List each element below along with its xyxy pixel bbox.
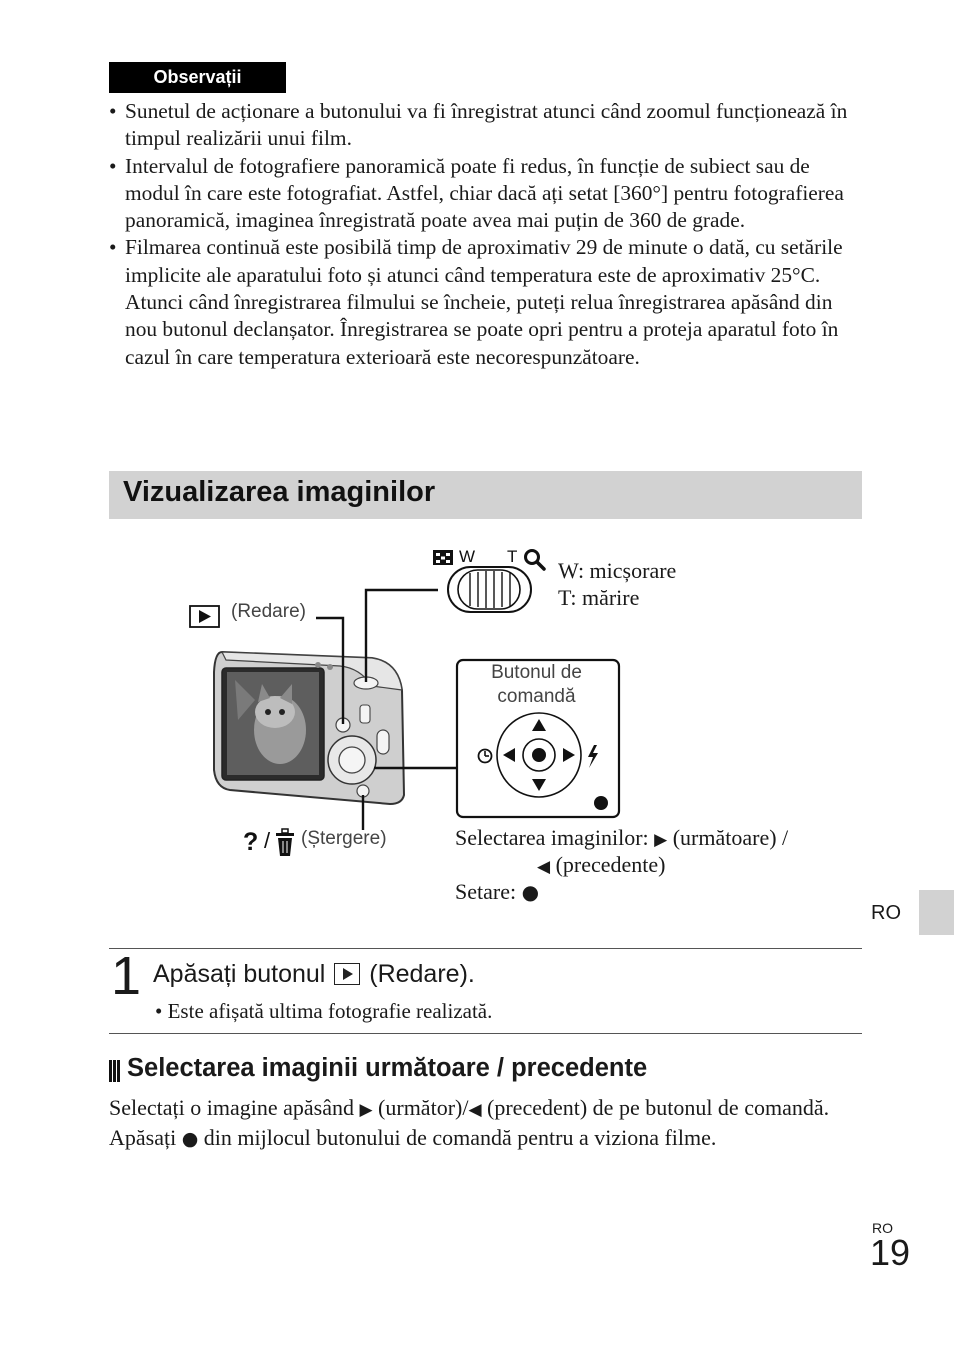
zoom-w-description: W: micșorare [558,558,677,583]
index-grid-icon [433,550,453,565]
help-icon: ? [243,828,259,856]
next-arrow-icon: ▶ [359,1100,373,1120]
divider [109,948,862,949]
zoom-lever [448,567,531,612]
center-button-icon: ● [521,880,540,904]
select-images-caption: Selectarea imaginilor: ▶ (următoare) / [455,825,789,850]
setare-caption: Setare: ● [455,879,540,904]
divider [109,1033,862,1034]
section-title: Vizualizarea imaginilor [123,476,436,508]
note-item: • Filmarea continuă este posibilă timp de aproximativ 29 de minute o dată, cu setările implicite ale aparatului foto și atunci când temperatura este de aproximativ 25°C. Atunci când înregistrarea filmului se încheie, puteți relua înregistrarea apăsând din nou butonul declanșator. Înregistrarea se poate opri pentru a proteja aparatul foto în cazul în care temperatura exterioară este necorespunzătoare. [109,235,843,369]
camera-illustration [214,652,404,804]
note-item: • Intervalul de fotografiere panoramică poate fi redus, în funcție de subiect sau de modul în care este fotografiat. Astfel, chiar dacă ați setat [360°] pentru fotografierea panoramică, imaginea înregistrată poate avea mai puțin de 360 de grade. [109,153,844,233]
footer-language: RO [872,1220,893,1236]
control-button-label: Butonul de comandă [491,662,582,707]
playback-icon [334,963,360,985]
notes-heading: Observații [109,62,286,93]
zoom-w-label: W [459,547,476,566]
delete-label: (Ștergere) [301,828,387,849]
zoom-magnifier-icon [526,551,545,570]
slash-separator: / [264,828,271,853]
trash-icon [276,829,294,856]
playback-icon [190,606,219,627]
subsection-body: Selectați o imagine apăsând ▶ (următor)/◀ (precedent) de pe butonul de comandă. Apăsați ● din mijlocul butonului de comandă pentru a viziona filme. [109,1095,830,1150]
step-number: 1 [111,946,142,1006]
page-number: 19 [870,1232,911,1273]
note-item: • Sunetul de acționare a butonului va fi înregistrat atunci când zoomul funcționează în timpul realizării unui film. [109,99,848,151]
select-previous-caption: ◀ (precedente) [537,852,666,877]
zoom-t-description: T: mărire [558,585,640,610]
step-note: • Este afișată ultima fotografie realizată. [155,999,493,1023]
language-side-label: RO [871,902,901,924]
subsection-marker-icon [109,1060,121,1082]
subsection-title: Selectarea imaginii următoare / precedente [127,1054,648,1082]
playback-label: (Redare) [231,601,306,622]
previous-arrow-icon: ◀ [468,1100,482,1120]
language-side-tab [919,890,954,935]
next-arrow-icon: ▶ [654,830,668,850]
step-title: Apăsați butonul (Redare). [153,960,475,988]
previous-arrow-icon: ◀ [537,857,551,877]
zoom-t-label: T [507,547,518,566]
center-button-icon: ● [181,1128,199,1150]
